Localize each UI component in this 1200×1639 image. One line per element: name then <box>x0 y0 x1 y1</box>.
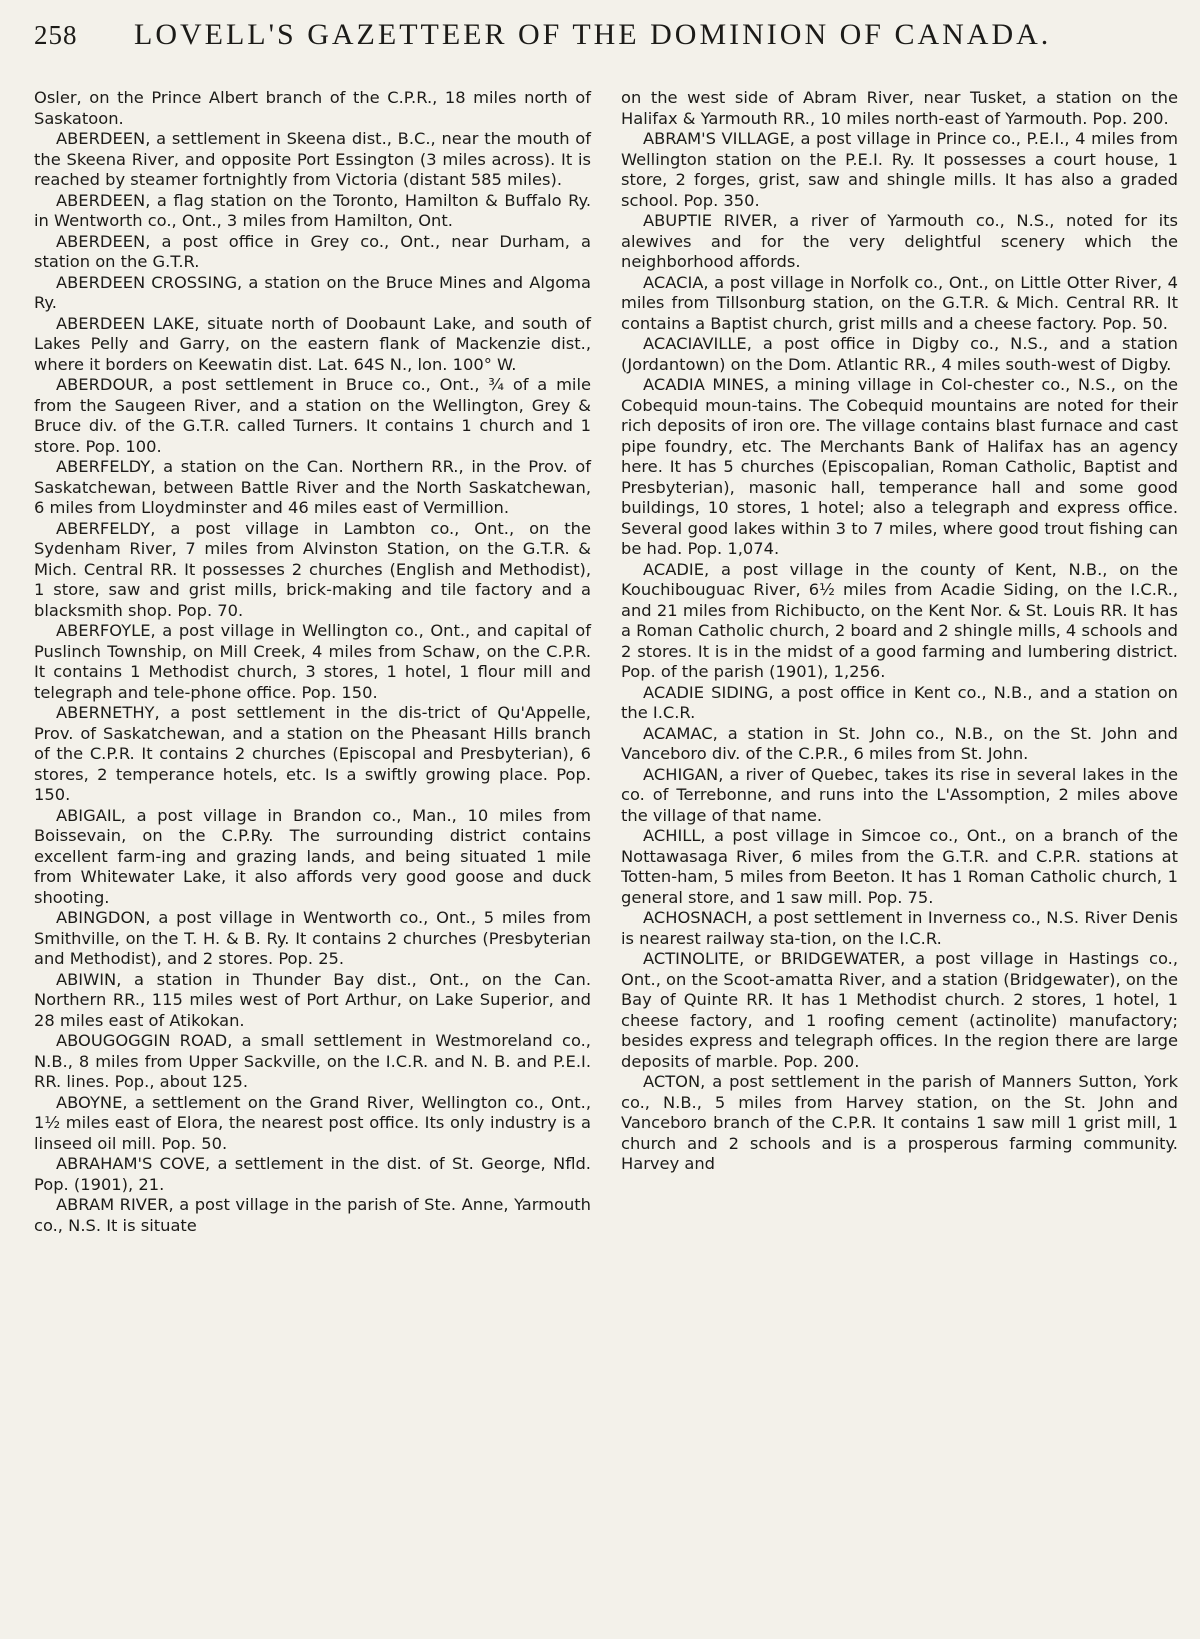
gazetteer-entry: ABERFELDY, a station on the Can. Northern RR., in the Prov. of Saskatchewan, between Battle River and the North Saskatchewan, 6 miles from Lloydminster and 46 miles east of Vermillion. <box>34 457 591 517</box>
gazetteer-entry: ABOYNE, a settlement on the Grand River, Wellington co., Ont., 1½ miles east of Elora, the nearest post office. Its only industry is a linseed oil mill. Pop. 50. <box>34 1092 591 1153</box>
gazetteer-entry: ABERDOUR, a post settlement in Bruce co., Ont., ¾ of a mile from the Saugeen River, and a station on the Wellington, Grey & Bruce div. of the G.T.R. called Turners. It contains 1 church and 1 store. Pop. 100. <box>34 375 591 456</box>
gazetteer-entry: ACADIE SIDING, a post office in Kent co., N.B., and a station on the I.C.R. <box>621 682 1178 722</box>
gazetteer-entry: ABIGAIL, a post village in Brandon co., Man., 10 miles from Boissevain, on the C.P.Ry. The surrounding district contains excellent farm-ing and grazing lands, and being situated 1 mile from Whitewater Lake, it also affords very good goose and duck shooting. <box>34 805 591 907</box>
gazetteer-entry: ABIWIN, a station in Thunder Bay dist., Ont., on the Can. Northern RR., 115 miles west of Port Arthur, on Lake Superior, and 28 miles east of Atikokan. <box>34 969 591 1030</box>
gazetteer-entry: on the west side of Abram River, near Tusket, a station on the Halifax & Yarmouth RR., 10 miles north-east of Yarmouth. Pop. 200. <box>621 88 1178 128</box>
gazetteer-entry: ACAMAC, a station in St. John co., N.B., on the St. John and Vanceboro div. of the C.P.R., 6 miles from St. John. <box>621 723 1178 763</box>
gazetteer-entry: ACADIA MINES, a mining village in Col-chester co., N.S., on the Cobequid moun-tains. The Cobequid mountains are noted for their rich deposits of iron ore. The village contains blast furnace and cast pipe foundry, etc. The Merchants Bank of Halifax has an agency here. It has 5 churches (Episcopalian, Roman Catholic, Baptist and Presbyterian), masonic hall, temperance hall and some good buildings, 10 stores, 1 hotel; also a telegraph and express office. Several good lakes within 3 to 7 miles, where good trout fishing can be had. Pop. 1,074. <box>621 375 1178 558</box>
text-columns <box>34 88 1178 1236</box>
page-number: 258 <box>34 20 78 50</box>
gazetteer-entry: ABERFELDY, a post village in Lambton co., Ont., on the Sydenham River, 7 miles from Alvinston Station, on the G.T.R. & Mich. Central RR. It possesses 2 churches (English and Methodist), 1 store, saw and grist mills, brick-making and tile factory and a blacksmith shop. Pop. 70. <box>34 518 591 620</box>
gazetteer-entry: ABERDEEN, a post office in Grey co., Ont., near Durham, a station on the G.T.R. <box>34 231 591 271</box>
gazetteer-entry: ABOUGOGGIN ROAD, a small settlement in Westmoreland co., N.B., 8 miles from Upper Sackville, on the I.C.R. and N. B. and P.E.I. RR. lines. Pop., about 125. <box>34 1031 591 1091</box>
gazetteer-entry: ACACIAVILLE, a post office in Digby co., N.S., and a station (Jordantown) on the Dom. Atlantic RR., 4 miles south-west of Digby. <box>621 334 1178 374</box>
gazetteer-entry: ABERDEEN LAKE, situate north of Doobaunt Lake, and south of Lakes Pelly and Garry, on the eastern flank of Mackenzie dist., where it borders on Keewatin dist. Lat. 64S N., lon. 100° W. <box>34 313 591 374</box>
gazetteer-entry: ABUPTIE RIVER, a river of Yarmouth co., N.S., noted for its alewives and for the very delightful scenery which the neighborhood affords. <box>621 211 1178 271</box>
gazetteer-entry: ACHIGAN, a river of Quebec, takes its rise in several lakes in the co. of Terrebonne, and runs into the L'Assomption, 2 miles above the village of that name. <box>621 764 1178 825</box>
gazetteer-entry: ABRAHAM'S COVE, a settlement in the dist. of St. George, Nfld. Pop. (1901), 21. <box>34 1154 591 1194</box>
page-header <box>34 18 1178 64</box>
gazetteer-entry: ABERNETHY, a post settlement in the dis-trict of Qu'Appelle, Prov. of Saskatchewan, and a station on the Pheasant Hills branch of the C.P.R. It contains 2 churches (Episcopal and Presbyterian), 6 stores, 2 temperance hotels, etc. Is a swiftly growing place. Pop. 150. <box>34 703 591 804</box>
gazetteer-entry: ABERDEEN CROSSING, a station on the Bruce Mines and Algoma Ry. <box>34 272 591 312</box>
gazetteer-entry: ACADIE, a post village in the county of Kent, N.B., on the Kouchibouguac River, 6½ miles from Acadie Siding, on the I.C.R., and 21 miles from Richibucto, on the Kent Nor. & St. Louis RR. It has a Roman Catholic church, 2 board and 2 shingle mills, 4 schools and 2 stores. It is in the midst of a good farming and lumbering district. Pop. of the parish (1901), 1,256. <box>621 559 1178 681</box>
left-column <box>34 88 591 1236</box>
gazetteer-entry: ABERDEEN, a flag station on the Toronto, Hamilton & Buffalo Ry. in Wentworth co., Ont., 3 miles from Hamilton, Ont. <box>34 190 591 230</box>
gazetteer-entry: ACTON, a post settlement in the parish of Manners Sutton, York co., N.B., 5 miles from Harvey station, on the St. John and Vanceboro branch of the C.P.R. It contains 1 saw mill 1 grist mill, 1 church and 2 schools and is a prosperous farming community. Harvey and <box>621 1072 1178 1173</box>
gazetteer-entry: ABINGDON, a post village in Wentworth co., Ont., 5 miles from Smithville, on the T. H. & B. Ry. It contains 2 churches (Presbyterian and Methodist), and 2 stores. Pop. 25. <box>34 908 591 968</box>
gazetteer-entry: Osler, on the Prince Albert branch of the C.P.R., 18 miles north of Saskatoon. <box>34 88 591 128</box>
gazetteer-entry: ABERFOYLE, a post village in Wellington co., Ont., and capital of Puslinch Township, on Mill Creek, 4 miles from Schaw, on the C.P.R. It contains 1 Methodist church, 3 stores, 1 hotel, 1 flour mill and telegraph and tele-phone office. Pop. 150. <box>34 621 591 702</box>
running-title: LOVELL'S GAZETTEER OF THE DOMINION OF CANADA. <box>134 18 1052 51</box>
gazetteer-entry: ACHILL, a post village in Simcoe co., Ont., on a branch of the Nottawasaga River, 6 miles from the G.T.R. and C.P.R. stations at Totten-ham, 5 miles from Beeton. It has 1 Roman Catholic church, 1 general store, and 1 saw mill. Pop. 75. <box>621 826 1178 907</box>
gazetteer-entry: ABRAM RIVER, a post village in the parish of Ste. Anne, Yarmouth co., N.S. It is situate <box>34 1195 591 1235</box>
gazetteer-entry: ABRAM'S VILLAGE, a post village in Prince co., P.E.I., 4 miles from Wellington station on the P.E.I. Ry. It possesses a court house, 1 store, 2 forges, grist, saw and shingle mills. It has also a graded school. Pop. 350. <box>621 129 1178 210</box>
gazetteer-entry: ACTINOLITE, or BRIDGEWATER, a post village in Hastings co., Ont., on the Scoot-amatta River, and a station (Bridgewater), on the Bay of Quinte RR. It has 1 Methodist church. 2 stores, 1 hotel, 1 cheese factory, and 1 roofing cement (actinolite) manufactory; besides express and telegraph offices. In the region there are large deposits of marble. Pop. 200. <box>621 949 1178 1071</box>
gazetteer-entry: ACHOSNACH, a post settlement in Inverness co., N.S. River Denis is nearest railway sta-tion, on the I.C.R. <box>621 908 1178 948</box>
gazetteer-entry: ACACIA, a post village in Norfolk co., Ont., on Little Otter River, 4 miles from Tillsonburg station, on the G.T.R. & Mich. Central RR. It contains a Baptist church, grist mills and a cheese factory. Pop. 50. <box>621 272 1178 333</box>
right-column <box>621 88 1178 1236</box>
gazetteer-entry: ABERDEEN, a settlement in Skeena dist., B.C., near the mouth of the Skeena River, and opposite Port Essington (3 miles across). It is reached by steamer fortnightly from Victoria (distant 585 miles). <box>34 129 591 189</box>
